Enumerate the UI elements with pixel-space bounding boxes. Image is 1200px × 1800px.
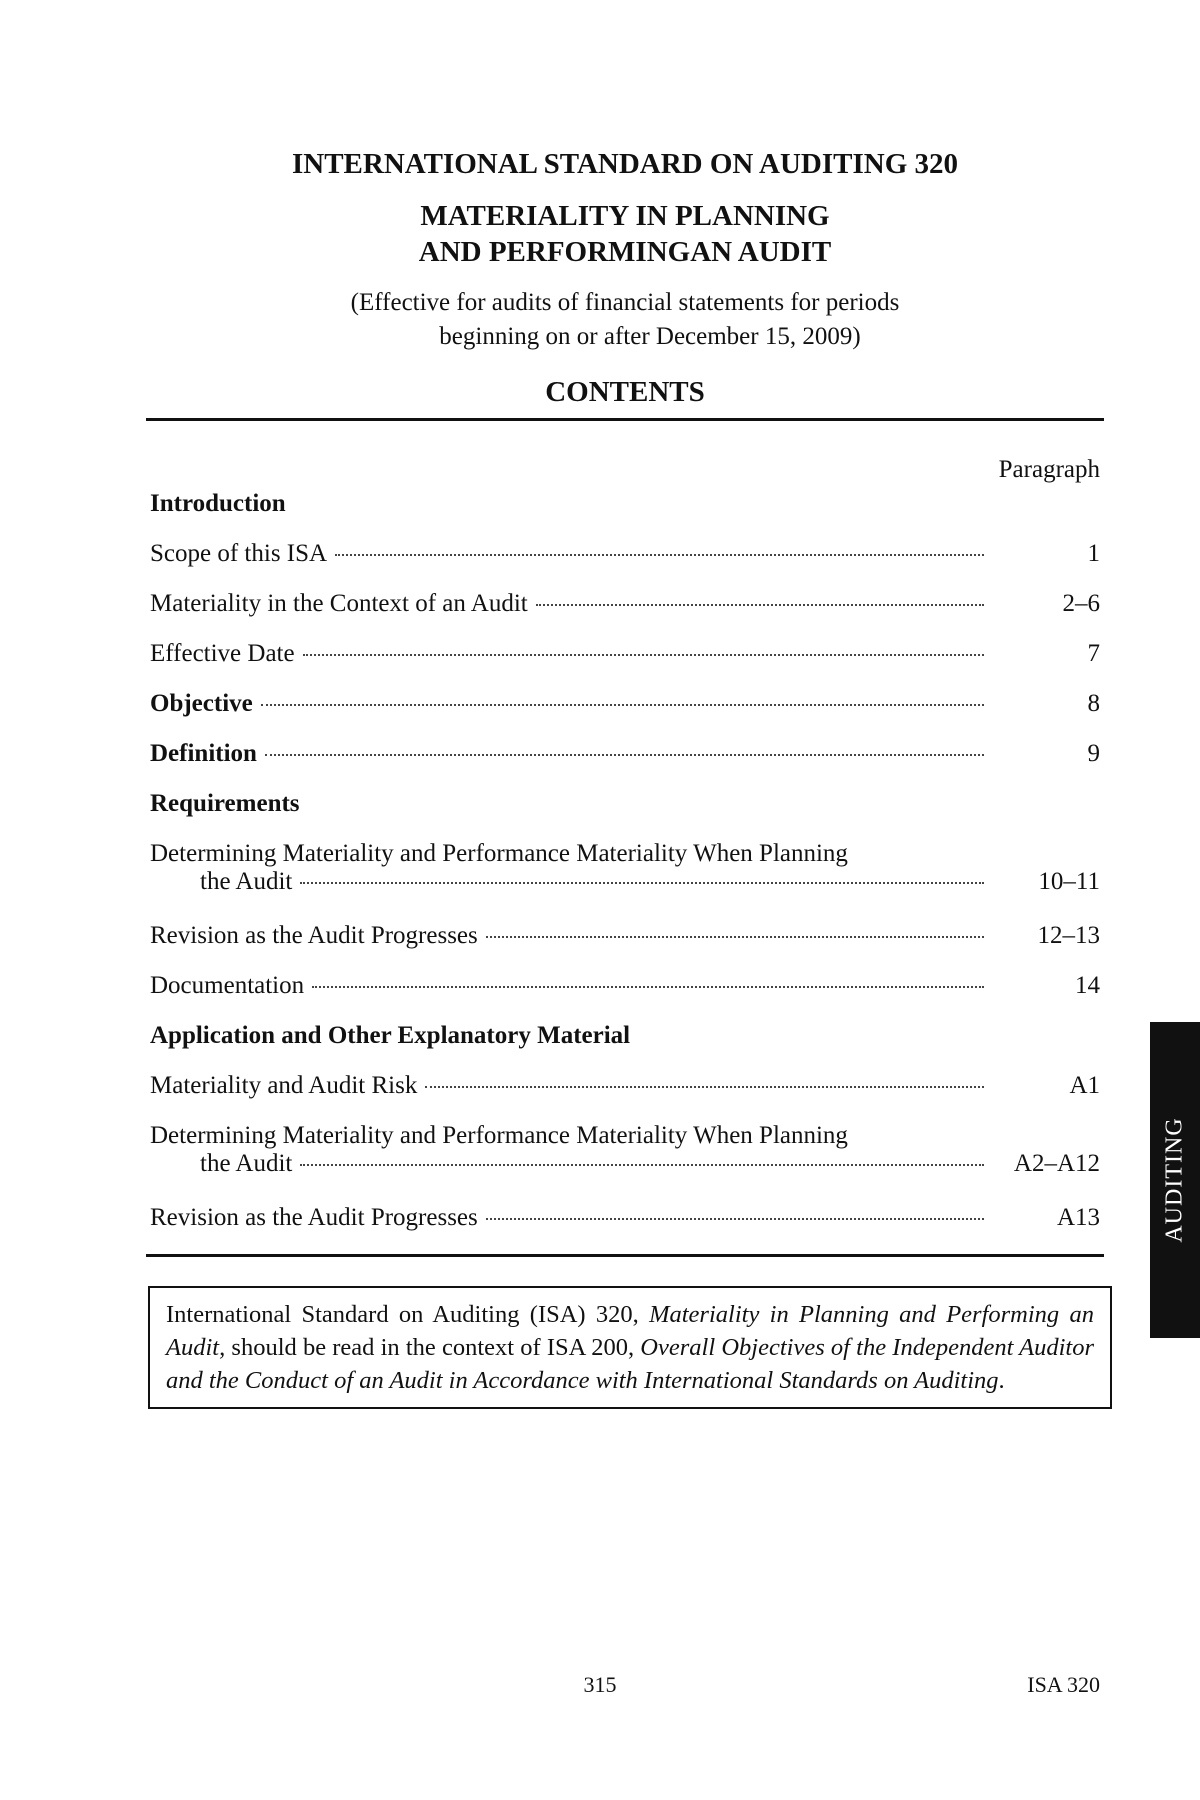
toc-entry[interactable] bbox=[150, 972, 1100, 1000]
toc-entry-paragraph: 14 bbox=[1075, 972, 1100, 999]
toc-entry-paragraph: 9 bbox=[1087, 740, 1100, 767]
toc-entry[interactable] bbox=[150, 840, 1100, 896]
toc-entry-paragraph: A2–A12 bbox=[1013, 1150, 1100, 1177]
note-italic-title: Materiality in Planning and Performing an Audit, bbox=[166, 1301, 1094, 1361]
toc-entry-text: Scope of this ISA bbox=[150, 540, 328, 567]
effective-line-1: (Effective for audits of financial statements for periods bbox=[350, 289, 900, 316]
toc-entry-paragraph: 2–6 bbox=[1062, 590, 1100, 617]
toc-entry[interactable] bbox=[150, 1204, 1100, 1232]
toc-entry-text-line-1: Determining Materiality and Performance Materiality When Planning bbox=[150, 1122, 848, 1149]
toc-entry-text: Documentation bbox=[150, 972, 305, 999]
side-tab-label: AUDITING bbox=[1161, 1117, 1188, 1243]
toc-entry-text-line-1: Determining Materiality and Performance Materiality When Planning bbox=[150, 840, 848, 867]
toc-entry-objective[interactable] bbox=[150, 690, 1100, 718]
toc-entry-text: Objective bbox=[150, 690, 253, 717]
dot-leader bbox=[300, 882, 984, 884]
page-number: 315 bbox=[583, 1672, 617, 1697]
effective-line-2: beginning on or after December 15, 2009) bbox=[439, 323, 861, 350]
section-side-tab bbox=[1150, 1022, 1200, 1338]
dot-leader bbox=[425, 1086, 984, 1088]
toc-entry-paragraph: A1 bbox=[1069, 1072, 1100, 1099]
toc-entry-paragraph: 10–11 bbox=[1038, 868, 1100, 895]
subtitle-line-1: MATERIALITY IN PLANNING bbox=[420, 200, 830, 232]
dot-leader bbox=[303, 654, 984, 656]
toc-section-requirements: Requirements bbox=[150, 790, 300, 817]
toc-entry-definition[interactable] bbox=[150, 740, 1100, 768]
document-title: INTERNATIONAL STANDARD ON AUDITING 320 bbox=[291, 148, 959, 180]
note-text-2: should be read in the context of ISA 200, bbox=[225, 1334, 641, 1361]
toc-entry-paragraph: 8 bbox=[1087, 690, 1100, 717]
toc-entry[interactable] bbox=[150, 922, 1100, 950]
document-subtitle bbox=[148, 198, 1102, 270]
dot-leader bbox=[300, 1164, 984, 1166]
dot-leader bbox=[486, 1218, 984, 1220]
contents-top-rule bbox=[146, 418, 1104, 421]
toc-entry-text: Definition bbox=[150, 740, 257, 767]
toc-entry-text: Materiality and Audit Risk bbox=[150, 1072, 418, 1099]
note-text-3: . bbox=[998, 1367, 1005, 1394]
context-note-box bbox=[148, 1286, 1112, 1409]
contents-heading: CONTENTS bbox=[545, 376, 705, 408]
toc-entry-text: Revision as the Audit Progresses bbox=[150, 1204, 478, 1231]
subtitle-line-2: AND PERFORMINGAN AUDIT bbox=[418, 236, 832, 268]
toc-entry-text: the Audit bbox=[200, 868, 293, 895]
toc-entry-paragraph: 1 bbox=[1087, 540, 1100, 567]
contents-bottom-rule bbox=[146, 1254, 1104, 1257]
note-text-1: International Standard on Auditing (ISA) 320, bbox=[166, 1301, 650, 1328]
dot-leader bbox=[536, 604, 984, 606]
dot-leader bbox=[261, 704, 984, 706]
dot-leader bbox=[265, 754, 984, 756]
toc-entry-text: Revision as the Audit Progresses bbox=[150, 922, 478, 949]
toc-entry-paragraph: A13 bbox=[1056, 1204, 1100, 1231]
dot-leader bbox=[312, 986, 984, 988]
standard-reference: ISA 320 bbox=[1027, 1672, 1100, 1697]
toc-entry[interactable] bbox=[150, 590, 1100, 618]
note-italic-reference: Overall Objectives of the Independent Auditor and the Conduct of an Audit in Accordance with International Standards on Auditing bbox=[166, 1334, 1094, 1394]
toc-section-application: Application and Other Explanatory Material bbox=[150, 1022, 631, 1049]
toc-entry[interactable] bbox=[150, 640, 1100, 668]
dot-leader bbox=[335, 554, 984, 556]
toc-entry-text: Effective Date bbox=[150, 640, 295, 667]
dot-leader bbox=[486, 936, 984, 938]
toc-entry[interactable] bbox=[150, 1072, 1100, 1100]
toc-entry[interactable] bbox=[150, 1122, 1100, 1178]
toc-entry-paragraph: 12–13 bbox=[1037, 922, 1100, 949]
toc-entry-text: Materiality in the Context of an Audit bbox=[150, 590, 528, 617]
toc-entry-paragraph: 7 bbox=[1087, 640, 1100, 667]
paragraph-column-label: Paragraph bbox=[998, 456, 1100, 483]
effective-note bbox=[148, 286, 1102, 354]
toc-section-introduction: Introduction bbox=[150, 490, 286, 517]
toc-entry-text: the Audit bbox=[200, 1150, 293, 1177]
toc-entry[interactable] bbox=[150, 540, 1100, 568]
